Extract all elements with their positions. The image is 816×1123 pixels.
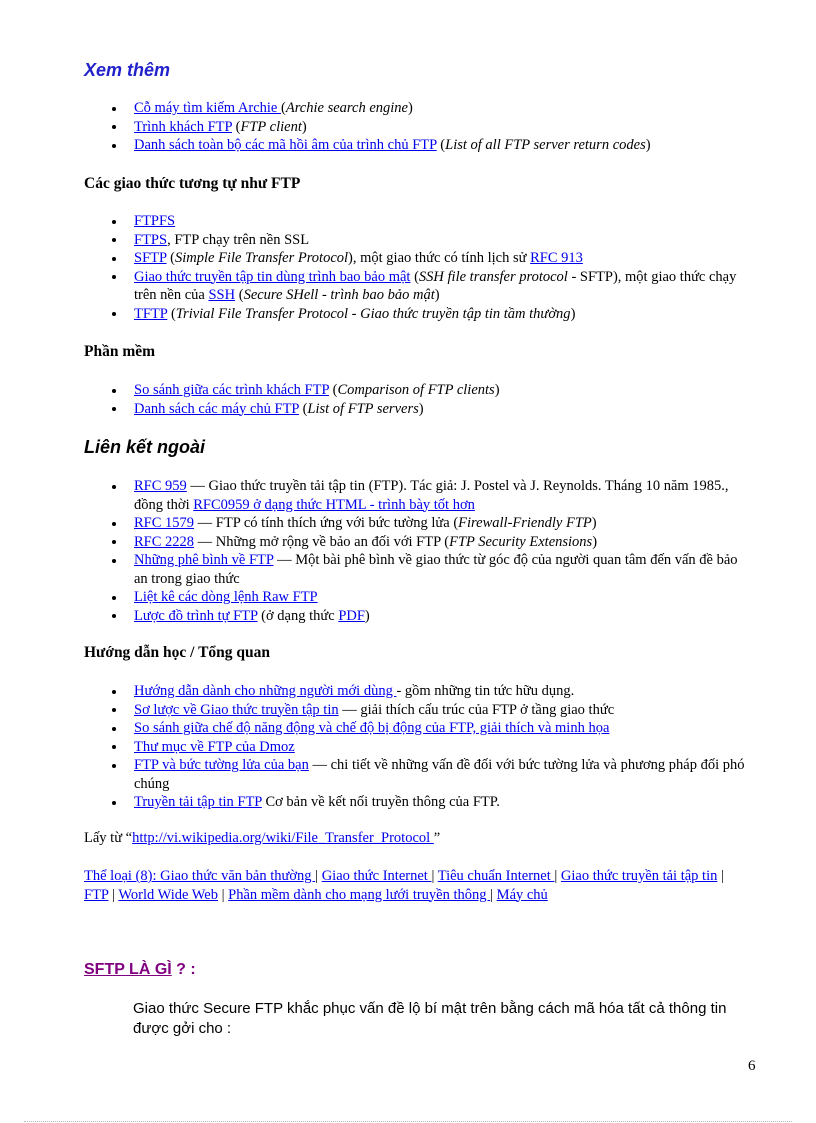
external-links-heading: Liên kết ngoài xyxy=(84,437,206,457)
link-server-list[interactable]: Danh sách các máy chủ FTP xyxy=(134,400,299,417)
link-rfc959-html[interactable]: RFC0959 ở dạng thức HTML - trình bày tốt hơn xyxy=(193,496,475,513)
link-active-passive[interactable]: So sánh giữa chế độ năng động và chế độ bị động của FTP, giải thích và minh họa xyxy=(134,720,610,736)
categories: Thể loại (8): Giao thức văn bản thường | Giao thức Internet | Tiêu chuẩn Internet | Giao thức truyền tải tập tin | FTP | World Wide Web | Phần mềm dành cho mạng lưới truyền thông | Máy chủ xyxy=(84,868,724,903)
retrieved-from: Lấy từ “http://vi.wikipedia.org/wiki/File_Transfer_Protocol ” xyxy=(84,830,441,846)
link-ftp-transfer[interactable]: Truyền tải tập tin FTP xyxy=(134,794,262,810)
guides-list xyxy=(108,682,748,812)
guides-heading: Hướng dẫn học / Tổng quan xyxy=(84,644,271,661)
link-source-url[interactable]: http://vi.wikipedia.org/wiki/File_Transfer_Protocol xyxy=(132,830,434,846)
link-pdf[interactable]: PDF xyxy=(338,607,365,624)
see-also-heading: Xem thêm xyxy=(84,60,171,80)
list-item: Danh sách các máy chủ FTP (List of FTP servers) xyxy=(108,400,748,419)
list-item: TFTP (Trivial File Transfer Protocol - Giao thức truyền tập tin tầm thường) xyxy=(108,305,748,324)
link-firewall[interactable]: FTP và bức tường lửa của bạn xyxy=(134,757,309,773)
category-link[interactable]: FTP xyxy=(84,886,109,903)
page-bottom-border xyxy=(24,1121,792,1122)
link-critique[interactable]: Những phê bình về FTP xyxy=(134,552,274,568)
category-link[interactable]: Giao thức văn bản thường xyxy=(160,868,316,884)
list-item: Lược đồ trình tự FTP (ở dạng thức PDF) xyxy=(108,607,748,626)
link-raw-ftp[interactable]: Liệt kê các dòng lệnh Raw FTP xyxy=(134,589,318,605)
link-categories[interactable]: Thể loại (8) xyxy=(84,868,153,884)
list-item: SFTP (Simple File Transfer Protocol), một giao thức có tính lịch sử RFC 913 xyxy=(108,249,748,268)
category-link[interactable]: Giao thức truyền tải tập tin xyxy=(560,868,718,884)
list-item: RFC 1579 — FTP có tính thích ứng với bức tường lửa (Firewall-Friendly FTP) xyxy=(108,514,748,533)
page-number: 6 xyxy=(748,1058,756,1074)
list-item: Hướng dẫn dành cho những người mới dùng - gồm những tin tức hữu dụng. xyxy=(108,682,748,701)
list-item: FTPS, FTP chạy trên nền SSL xyxy=(108,231,748,250)
list-item: Sơ lược về Giao thức truyền tập tin — giải thích cấu trúc của FTP ở tầng giao thức xyxy=(108,701,748,720)
link-rfc959[interactable]: RFC 959 xyxy=(134,478,187,494)
software-list xyxy=(108,381,748,418)
link-beginner-guide[interactable]: Hướng dẫn dành cho những người mới dùng xyxy=(134,683,397,699)
category-link[interactable]: Máy chủ xyxy=(496,886,548,903)
link-rfc2228[interactable]: RFC 2228 xyxy=(134,533,195,550)
list-item: Những phê bình về FTP — Một bài phê bình về giao thức từ góc độ của người quan tâm đến vấn đề bảo an trong giao thức xyxy=(108,551,748,588)
link-return-codes[interactable]: Danh sách toàn bộ các mã hồi âm của trình chủ FTP xyxy=(134,137,437,153)
list-item: FTP và bức tường lửa của bạn — chi tiết về những vấn đề đối với bức tường lửa và phương pháp đối phó chúng xyxy=(108,756,748,793)
list-item xyxy=(108,212,748,231)
list-item: RFC 2228 — Những mở rộng về bảo an đối với FTP (FTP Security Extensions) xyxy=(108,533,748,552)
link-compare-clients[interactable]: So sánh giữa các trình khách FTP xyxy=(134,382,329,398)
link-rfc913[interactable]: RFC 913 xyxy=(530,250,583,266)
link-ftps[interactable]: FTPS xyxy=(134,231,168,248)
list-item: Truyền tải tập tin FTP Cơ bản về kết nối truyền thông của FTP. xyxy=(108,793,748,812)
sftp-title: SFTP LÀ GÌ ? : xyxy=(84,961,196,978)
link-dmoz[interactable]: Thư mục về FTP của Dmoz xyxy=(134,738,295,755)
link-ftp-client[interactable]: Trình khách FTP xyxy=(134,118,233,135)
list-item xyxy=(108,588,748,607)
category-link[interactable]: Giao thức Internet xyxy=(321,868,432,884)
see-also-list xyxy=(108,99,748,155)
link-ftpfs[interactable]: FTPFS xyxy=(134,213,176,229)
link-rfc1579[interactable]: RFC 1579 xyxy=(134,515,195,531)
list-item xyxy=(108,738,748,757)
list-item: Danh sách toàn bộ các mã hồi âm của trình chủ FTP (List of all FTP server return codes) xyxy=(108,136,748,155)
link-protocol-overview[interactable]: Sơ lược về Giao thức truyền tập tin xyxy=(134,701,339,718)
list-item: Giao thức truyền tập tin dùng trình bao bảo mật (SSH file transfer protocol - SFTP), một giao thức chạy trên nền của SSH (Secure SHell - trình bao bảo mật) xyxy=(108,268,748,305)
list-item xyxy=(108,719,748,738)
category-link[interactable]: World Wide Web xyxy=(118,886,218,903)
software-heading: Phần mềm xyxy=(84,343,156,360)
list-item: Trình khách FTP (FTP client) xyxy=(108,118,748,137)
category-link[interactable]: Tiêu chuẩn Internet xyxy=(437,868,555,884)
external-links-list xyxy=(108,477,748,625)
similar-protocols-list xyxy=(108,212,748,323)
link-sftp[interactable]: SFTP xyxy=(134,250,167,266)
link-ssh-ftp[interactable]: Giao thức truyền tập tin dùng trình bao bảo mật xyxy=(134,268,411,285)
sftp-body: Giao thức Secure FTP khắc phục vấn đề lộ bí mật trên bằng cách mã hóa tất cả thông tin được gởi cho : xyxy=(133,1000,727,1037)
similar-protocols-heading: Các giao thức tương tự như FTP xyxy=(84,175,301,192)
list-item: RFC 959 — Giao thức truyền tải tập tin (FTP). Tác giả: J. Postel và J. Reynolds. Tháng 10 năm 1985., đồng thời RFC0959 ở dạng thức HTML - trình bày tốt hơn xyxy=(108,477,748,514)
list-item: Cỗ máy tìm kiếm Archie (Archie search engine) xyxy=(108,99,748,118)
link-sequence[interactable]: Lược đồ trình tự FTP xyxy=(134,607,258,624)
link-archie[interactable]: Cỗ máy tìm kiếm Archie xyxy=(134,100,281,116)
list-item: So sánh giữa các trình khách FTP (Comparison of FTP clients) xyxy=(108,381,748,400)
category-link[interactable]: Phần mềm dành cho mạng lưới truyền thông xyxy=(228,886,491,903)
link-tftp[interactable]: TFTP xyxy=(134,305,168,322)
link-ssh[interactable]: SSH xyxy=(208,287,236,303)
